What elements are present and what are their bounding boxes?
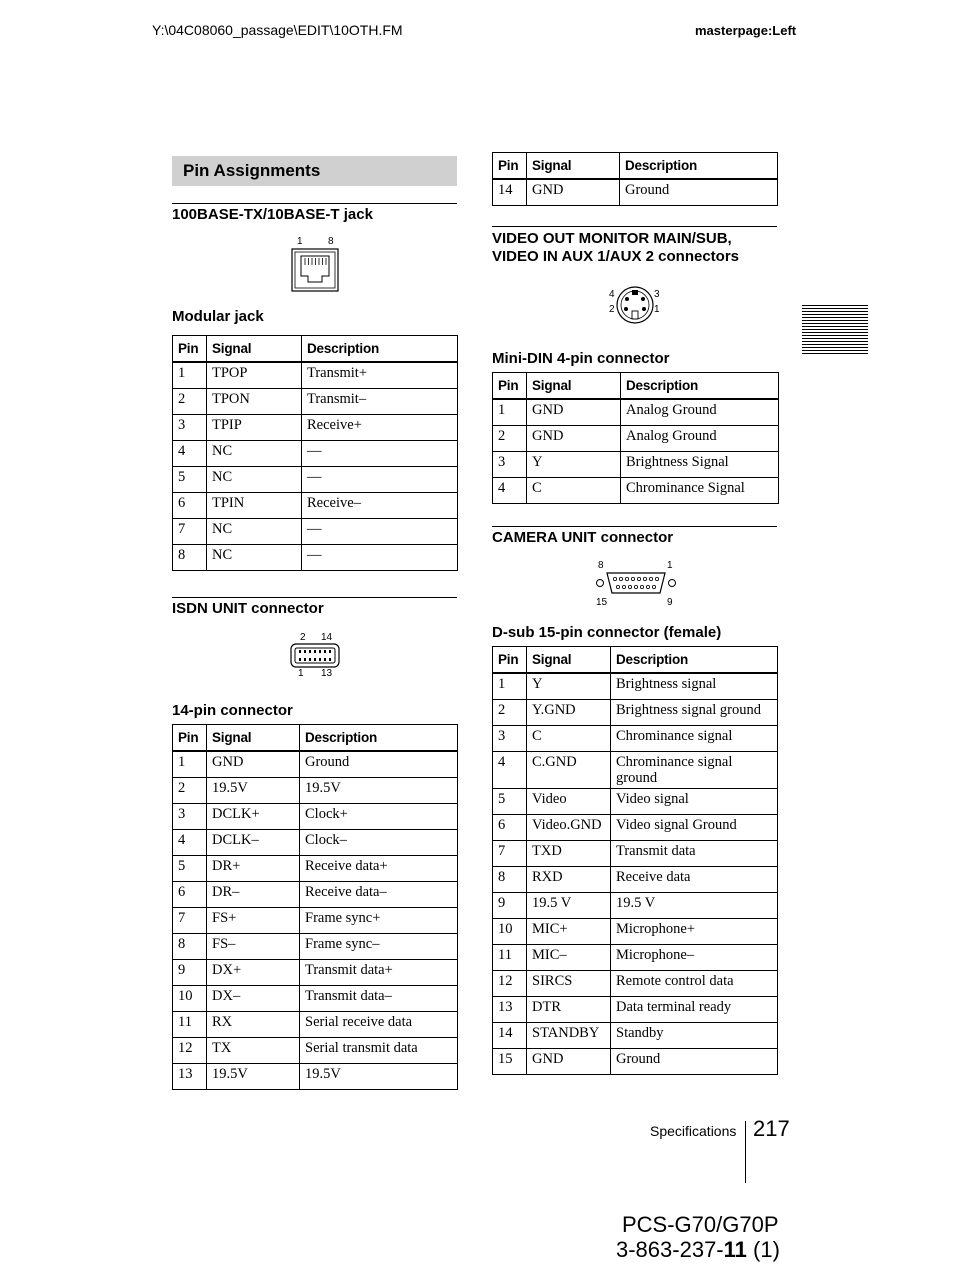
pin-label: 1 — [297, 236, 303, 247]
signal-cell: C — [527, 478, 621, 504]
table-row — [173, 362, 458, 389]
table-row — [173, 908, 458, 934]
pin-label: 4 — [609, 289, 615, 300]
signal-cell: RX — [207, 1012, 300, 1038]
table-row — [173, 882, 458, 908]
camera-caption: D-sub 15-pin connector (female) — [492, 624, 722, 641]
pin-cell: 8 — [173, 934, 207, 960]
table-row — [173, 804, 458, 830]
pin-cell: 9 — [493, 893, 527, 919]
description-cell: Receive data — [611, 867, 778, 893]
ethernet-caption: Modular jack — [172, 308, 264, 325]
pin-cell: 6 — [173, 882, 207, 908]
description-cell: — — [302, 545, 458, 571]
col-header-signal: Signal — [527, 153, 620, 180]
col-header-pin: Pin — [493, 153, 527, 180]
signal-cell: GND — [207, 751, 300, 778]
pin-cell: 2 — [493, 700, 527, 726]
signal-cell: RXD — [527, 867, 611, 893]
description-cell: Serial receive data — [300, 1012, 458, 1038]
signal-cell: DCLK+ — [207, 804, 300, 830]
ethernet-pin-table — [172, 335, 458, 571]
description-cell: Microphone– — [611, 945, 778, 971]
table-row — [493, 1023, 778, 1049]
signal-cell: Y.GND — [527, 700, 611, 726]
description-cell: Clock+ — [300, 804, 458, 830]
signal-cell: DR+ — [207, 856, 300, 882]
description-cell: — — [302, 519, 458, 545]
table-row — [173, 1012, 458, 1038]
signal-cell: DTR — [527, 997, 611, 1023]
table-row — [493, 893, 778, 919]
signal-cell: NC — [207, 467, 302, 493]
pin-cell: 1 — [493, 673, 527, 700]
video-heading — [492, 230, 739, 266]
dsub-15-icon — [595, 570, 677, 596]
table-row — [493, 919, 778, 945]
description-cell: — — [302, 467, 458, 493]
table-row — [173, 960, 458, 986]
signal-cell: GND — [527, 399, 621, 426]
table-row — [493, 673, 778, 700]
signal-cell: DX– — [207, 986, 300, 1012]
signal-cell: STANDBY — [527, 1023, 611, 1049]
table-row — [173, 441, 458, 467]
camera-heading: CAMERA UNIT connector — [492, 529, 674, 546]
description-cell: 19.5V — [300, 778, 458, 804]
description-cell: Transmit data– — [300, 986, 458, 1012]
signal-cell: GND — [527, 179, 620, 206]
pin-cell: 4 — [493, 478, 527, 504]
description-cell: 19.5 V — [611, 893, 778, 919]
divider — [492, 226, 777, 227]
description-cell: Chrominance signal — [611, 726, 778, 752]
signal-cell: TX — [207, 1038, 300, 1064]
description-cell: Chrominance Signal — [621, 478, 779, 504]
video-pin-table — [492, 372, 779, 504]
divider — [172, 203, 457, 204]
description-cell: 19.5V — [300, 1064, 458, 1090]
description-cell: Data terminal ready — [611, 997, 778, 1023]
table-row — [173, 493, 458, 519]
pin-cell: 2 — [173, 389, 207, 415]
table-row — [493, 452, 779, 478]
pin-cell: 6 — [173, 493, 207, 519]
modular-jack-icon — [291, 248, 339, 292]
pin-label: 8 — [598, 560, 604, 571]
table-row — [493, 997, 778, 1023]
pin-cell: 14 — [493, 179, 527, 206]
table-row — [493, 815, 778, 841]
pin-label: 13 — [321, 668, 333, 679]
ethernet-heading: 100BASE-TX/10BASE-T jack — [172, 206, 373, 223]
table-row — [173, 986, 458, 1012]
pin-label: 2 — [609, 304, 615, 315]
signal-cell: TPON — [207, 389, 302, 415]
signal-cell: GND — [527, 1049, 611, 1075]
signal-cell: Y — [527, 673, 611, 700]
pin-cell: 4 — [173, 830, 207, 856]
section-title: Pin Assignments — [172, 156, 457, 186]
pin-cell: 7 — [173, 519, 207, 545]
description-cell: Video signal — [611, 789, 778, 815]
description-cell: Serial transmit data — [300, 1038, 458, 1064]
pin-label: 3 — [654, 289, 660, 300]
pin-cell: 8 — [493, 867, 527, 893]
file-path: Y:\04C08060_passage\EDIT\10OTH.FM — [152, 22, 403, 38]
pin-label: 14 — [321, 632, 333, 643]
table-row — [173, 934, 458, 960]
table-row — [173, 467, 458, 493]
footer-section-label: Specifications — [650, 1123, 737, 1139]
part-number-suffix: (1) — [746, 1237, 780, 1262]
pin-label: 1 — [298, 668, 304, 679]
footer-divider — [745, 1121, 746, 1183]
signal-cell: FS+ — [207, 908, 300, 934]
divider — [492, 526, 777, 527]
part-number-revision: 11 — [723, 1237, 747, 1262]
table-row — [493, 789, 778, 815]
signal-cell: SIRCS — [527, 971, 611, 997]
pin-cell: 13 — [173, 1064, 207, 1090]
pin-cell: 2 — [493, 426, 527, 452]
signal-cell: Video.GND — [527, 815, 611, 841]
description-cell: Remote control data — [611, 971, 778, 997]
pin-label: 8 — [328, 236, 334, 247]
divider — [172, 597, 457, 598]
pin-cell: 13 — [493, 997, 527, 1023]
description-cell: Standby — [611, 1023, 778, 1049]
pin-cell: 11 — [173, 1012, 207, 1038]
model-number: PCS-G70/G70P — [622, 1212, 779, 1237]
isdn-heading: ISDN UNIT connector — [172, 600, 324, 617]
table-row — [493, 945, 778, 971]
pin-label: 15 — [596, 597, 608, 608]
table-row — [173, 856, 458, 882]
table-row — [493, 179, 778, 206]
pin-cell: 11 — [493, 945, 527, 971]
description-cell: Receive– — [302, 493, 458, 519]
part-number — [616, 1237, 780, 1263]
table-row — [173, 415, 458, 441]
signal-cell: 19.5 V — [527, 893, 611, 919]
signal-cell: TXD — [527, 841, 611, 867]
isdn-connector-icon — [290, 643, 340, 668]
table-row — [173, 545, 458, 571]
part-number-prefix: 3-863-237- — [616, 1237, 724, 1262]
description-cell: Ground — [620, 179, 778, 206]
table-row — [173, 778, 458, 804]
col-header-pin: Pin — [493, 373, 527, 400]
description-cell: Brightness signal — [611, 673, 778, 700]
video-heading-line2: VIDEO IN AUX 1/AUX 2 connectors — [492, 248, 740, 265]
pin-cell: 1 — [173, 362, 207, 389]
pin-cell: 5 — [173, 467, 207, 493]
isdn-pin-table — [172, 724, 458, 1090]
pin-cell: 2 — [173, 778, 207, 804]
pin-cell: 3 — [173, 804, 207, 830]
description-cell: Microphone+ — [611, 919, 778, 945]
video-caption: Mini-DIN 4-pin connector — [492, 350, 670, 367]
pin-cell: 9 — [173, 960, 207, 986]
pin-cell: 3 — [493, 726, 527, 752]
table-row — [493, 971, 778, 997]
pin-label: 1 — [667, 560, 673, 571]
pin-cell: 4 — [173, 441, 207, 467]
description-cell: Frame sync+ — [300, 908, 458, 934]
pin-cell: 12 — [173, 1038, 207, 1064]
pin-cell: 4 — [493, 752, 527, 789]
pin-cell: 14 — [493, 1023, 527, 1049]
signal-cell: TPIP — [207, 415, 302, 441]
table-row — [493, 700, 778, 726]
table-row — [173, 389, 458, 415]
table-row — [493, 841, 778, 867]
description-cell: — — [302, 441, 458, 467]
side-tab-marker — [802, 305, 868, 356]
pin-cell: 5 — [173, 856, 207, 882]
col-header-signal: Signal — [207, 336, 302, 363]
description-cell: Brightness signal ground — [611, 700, 778, 726]
col-header-signal: Signal — [207, 725, 300, 752]
col-header-pin: Pin — [493, 647, 527, 674]
table-row — [173, 1038, 458, 1064]
camera-pin-table — [492, 646, 778, 1075]
col-header-description: Description — [621, 373, 779, 400]
signal-cell: FS– — [207, 934, 300, 960]
masterpage-label: masterpage:Left — [695, 23, 797, 38]
signal-cell: DX+ — [207, 960, 300, 986]
description-cell: Video signal Ground — [611, 815, 778, 841]
table-row — [493, 399, 779, 426]
signal-cell: C — [527, 726, 611, 752]
pin-label: 2 — [300, 632, 306, 643]
signal-cell: GND — [527, 426, 621, 452]
signal-cell: MIC+ — [527, 919, 611, 945]
description-cell: Transmit data+ — [300, 960, 458, 986]
table-row — [493, 426, 779, 452]
col-header-description: Description — [611, 647, 778, 674]
col-header-description: Description — [302, 336, 458, 363]
pin-label: 9 — [667, 597, 673, 608]
pin-cell: 15 — [493, 1049, 527, 1075]
description-cell: Analog Ground — [621, 399, 779, 426]
table-row — [493, 478, 779, 504]
col-header-signal: Signal — [527, 647, 611, 674]
pin-cell: 8 — [173, 545, 207, 571]
pin-cell: 3 — [173, 415, 207, 441]
description-cell: Brightness Signal — [621, 452, 779, 478]
signal-cell: NC — [207, 545, 302, 571]
signal-cell: 19.5V — [207, 1064, 300, 1090]
pin-cell: 5 — [493, 789, 527, 815]
description-cell: Transmit+ — [302, 362, 458, 389]
pin-cell: 7 — [173, 908, 207, 934]
description-cell: Ground — [611, 1049, 778, 1075]
signal-cell: NC — [207, 441, 302, 467]
signal-cell: MIC– — [527, 945, 611, 971]
signal-cell: TPOP — [207, 362, 302, 389]
col-header-pin: Pin — [173, 336, 207, 363]
pin-cell: 1 — [493, 399, 527, 426]
description-cell: Receive data– — [300, 882, 458, 908]
table-row — [493, 867, 778, 893]
col-header-pin: Pin — [173, 725, 207, 752]
pin-cell: 12 — [493, 971, 527, 997]
description-cell: Transmit data — [611, 841, 778, 867]
mini-din-icon — [615, 284, 655, 326]
table-row — [173, 830, 458, 856]
col-header-description: Description — [300, 725, 458, 752]
signal-cell: TPIN — [207, 493, 302, 519]
pin-cell: 1 — [173, 751, 207, 778]
table-row — [493, 752, 778, 789]
description-cell: Frame sync– — [300, 934, 458, 960]
col-header-signal: Signal — [527, 373, 621, 400]
signal-cell: DR– — [207, 882, 300, 908]
signal-cell: 19.5V — [207, 778, 300, 804]
pin-cell: 10 — [173, 986, 207, 1012]
pin-cell: 6 — [493, 815, 527, 841]
table-row — [173, 1064, 458, 1090]
description-cell: Clock– — [300, 830, 458, 856]
signal-cell: DCLK– — [207, 830, 300, 856]
col-header-description: Description — [620, 153, 778, 180]
pin-cell: 10 — [493, 919, 527, 945]
description-cell: Transmit– — [302, 389, 458, 415]
signal-cell: C.GND — [527, 752, 611, 789]
signal-cell: NC — [207, 519, 302, 545]
description-cell: Chrominance signal ground — [611, 752, 778, 789]
page-number: 217 — [753, 1116, 790, 1141]
description-cell: Ground — [300, 751, 458, 778]
video-heading-line1: VIDEO OUT MONITOR MAIN/SUB, — [492, 230, 732, 247]
table-row — [493, 1049, 778, 1075]
pin-cell: 3 — [493, 452, 527, 478]
pin-label: 1 — [654, 304, 660, 315]
isdn-caption: 14-pin connector — [172, 702, 293, 719]
table-row — [173, 519, 458, 545]
table-row — [493, 726, 778, 752]
signal-cell: Video — [527, 789, 611, 815]
pin-cell: 7 — [493, 841, 527, 867]
isdn-pin-table-continued — [492, 152, 778, 206]
signal-cell: Y — [527, 452, 621, 478]
description-cell: Analog Ground — [621, 426, 779, 452]
description-cell: Receive data+ — [300, 856, 458, 882]
description-cell: Receive+ — [302, 415, 458, 441]
table-row — [173, 751, 458, 778]
